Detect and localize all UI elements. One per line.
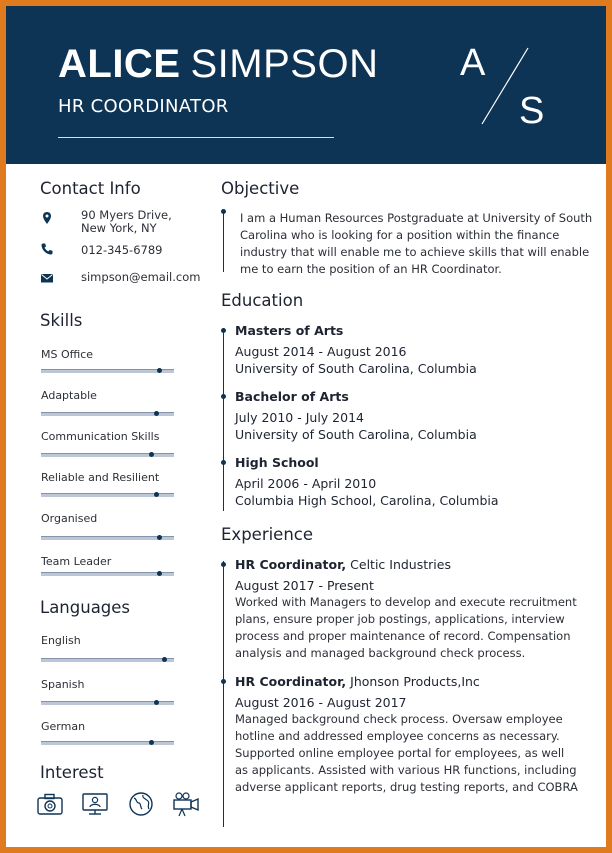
skills-title: Skills (40, 311, 83, 330)
experience-company: Celtic Industries (346, 557, 451, 572)
experience-dot (221, 562, 226, 567)
experience-dot (221, 679, 226, 684)
interest-title: Interest (40, 763, 104, 782)
objective-dot (221, 209, 226, 214)
skill-level-knob (157, 368, 162, 373)
phone-number: 012-345-6789 (81, 243, 163, 257)
experience-dates: August 2017 - Present (235, 578, 374, 593)
education-dot (221, 460, 226, 465)
skill-label: Adaptable (41, 389, 97, 402)
skill-level-knob (149, 452, 154, 457)
skill-level-knob (154, 411, 159, 416)
skill-level-knob (157, 571, 162, 576)
experience-role: HR Coordinator, (235, 674, 347, 689)
education-school: Columbia High School, Carolina, Columbia (235, 493, 499, 508)
last-name: SIMPSON (190, 42, 379, 86)
skill-label: Spanish (41, 678, 85, 691)
experience-heading (235, 557, 451, 572)
phone-icon (40, 242, 54, 256)
video-camera-icon (172, 791, 200, 817)
experience-company: Jhonson Products,Inc (346, 674, 480, 689)
education-degree: Masters of Arts (235, 323, 344, 338)
first-name: ALICE (58, 42, 181, 86)
monogram-first-letter: A (460, 42, 486, 84)
skill-level-bar (41, 412, 174, 416)
job-title: HR COORDINATOR (58, 96, 229, 117)
skill-level-bar (41, 453, 174, 457)
objective-title: Objective (221, 179, 300, 198)
skill-label: MS Office (41, 348, 94, 361)
skill-level-knob (157, 535, 162, 540)
objective-timeline (223, 212, 224, 272)
candidate-name (58, 42, 378, 87)
education-degree: High School (235, 455, 319, 470)
skill-level-bar (41, 369, 174, 373)
skill-level-bar (41, 572, 174, 576)
skill-label: Team Leader (41, 555, 112, 568)
skill-level-bar (41, 658, 174, 662)
skill-label: Organised (41, 512, 98, 525)
skill-label: English (41, 634, 81, 647)
skill-level-knob (149, 740, 154, 745)
contact-title: Contact Info (40, 179, 141, 198)
address-line-1: 90 Myers Drive, (81, 208, 172, 222)
skill-level-knob (154, 492, 159, 497)
experience-description: Managed background check process. Oversaw employee hotline and addressed employee concerns as necessary. Supported online employee portal for employees, as well as applicants. Assisted with various HR functions, including adverse applicant reports, drug testing reports, and COBRA (235, 712, 578, 794)
monogram-second-letter: S (519, 90, 545, 132)
skill-level-bar (41, 741, 174, 745)
email-address: simpson@email.com (81, 270, 201, 284)
experience-heading (235, 674, 480, 689)
camera-icon (36, 791, 64, 817)
skill-level-bar (41, 493, 174, 497)
resume-page (6, 6, 606, 847)
skill-label: Communication Skills (41, 430, 160, 443)
skill-level-bar (41, 536, 174, 540)
skill-label: German (41, 720, 86, 733)
education-school: University of South Carolina, Columbia (235, 427, 477, 442)
education-degree: Bachelor of Arts (235, 389, 349, 404)
education-dates: April 2006 - April 2010 (235, 476, 377, 491)
education-dates: August 2014 - August 2016 (235, 344, 407, 359)
education-school: University of South Carolina, Columbia (235, 361, 477, 376)
globe-icon (127, 791, 155, 817)
objective-text: I am a Human Resources Postgraduate at University of South Carolina who is looking for a position within the finance industry that will enable me to achieve skills that will enable me to earn the position of an HR Coordinator. (240, 211, 593, 276)
education-dot (221, 328, 226, 333)
address-line-2: New York, NY (81, 221, 157, 235)
resume-header (6, 6, 606, 164)
skill-level-knob (154, 700, 159, 705)
education-dates: July 2010 - July 2014 (235, 410, 364, 425)
languages-title: Languages (40, 598, 131, 617)
education-dot (221, 394, 226, 399)
experience-dates: August 2016 - August 2017 (235, 695, 407, 710)
experience-description: Worked with Managers to develop and execute recruitment plans, ensure proper job postings, applications, interview process and proper maintenance of record. Compensation analysis and managed background check process. (235, 595, 577, 660)
header-divider (58, 137, 334, 138)
computer-user-icon (81, 791, 109, 817)
location-pin-icon (40, 211, 54, 225)
education-timeline (223, 328, 224, 511)
skill-level-knob (162, 657, 167, 662)
experience-title: Experience (221, 525, 314, 544)
skill-level-bar (41, 701, 174, 705)
experience-timeline (223, 561, 224, 827)
education-title: Education (221, 291, 304, 310)
experience-role: HR Coordinator, (235, 557, 347, 572)
skill-label: Reliable and Resilient (41, 471, 160, 484)
email-icon (40, 271, 54, 285)
